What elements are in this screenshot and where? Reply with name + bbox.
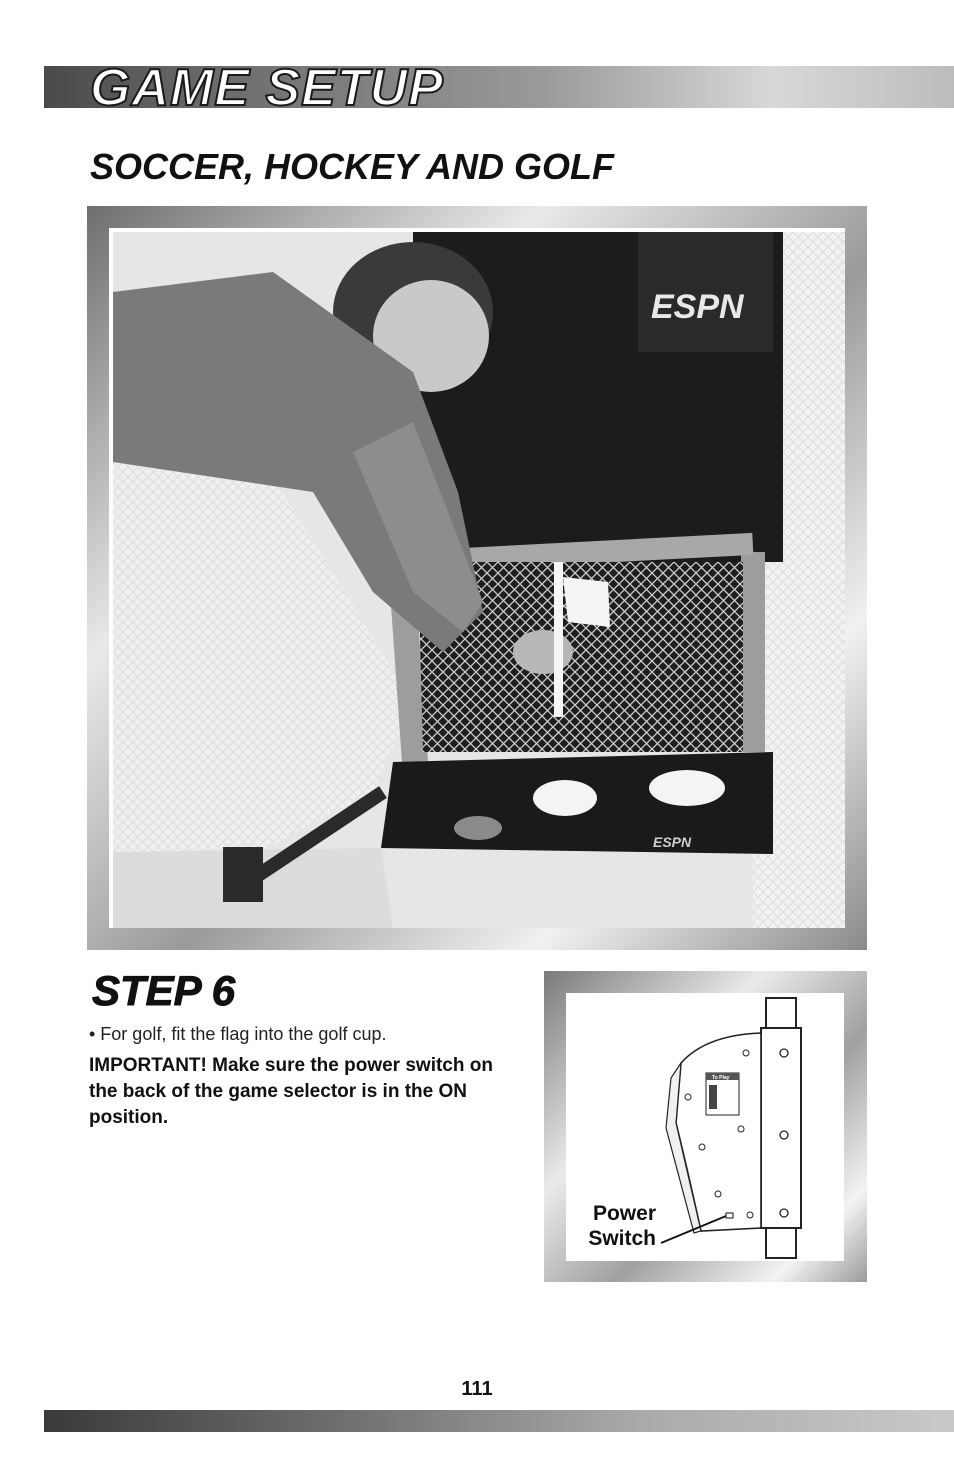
photo-illustration (113, 232, 845, 928)
page-title: GAME SETUP (90, 59, 444, 117)
game-selector-diagram (566, 993, 844, 1261)
power-switch-callout (574, 1201, 656, 1251)
callout-line-2: Switch (588, 1227, 656, 1250)
page-number: 111 (461, 1378, 493, 1400)
golf-setup-photo (109, 228, 845, 928)
diagram-frame (544, 971, 867, 1282)
photo-frame (87, 206, 867, 950)
step-title: STEP 6 (92, 967, 236, 1014)
callout-line-1: Power (592, 1202, 656, 1225)
mat-brand: ESPN (653, 834, 692, 850)
instruction-bullet: • For golf, fit the flag into the golf cup. (89, 1024, 387, 1044)
important-note: IMPORTANT! Make sure the power switch on the back of the game selector is in the ON position. (89, 1055, 493, 1128)
banner-brand: ESPN (651, 288, 744, 326)
footer-bar (44, 1410, 954, 1432)
panel-label: To Play (712, 1075, 730, 1081)
section-title: SOCCER, HOCKEY AND GOLF (90, 146, 615, 187)
